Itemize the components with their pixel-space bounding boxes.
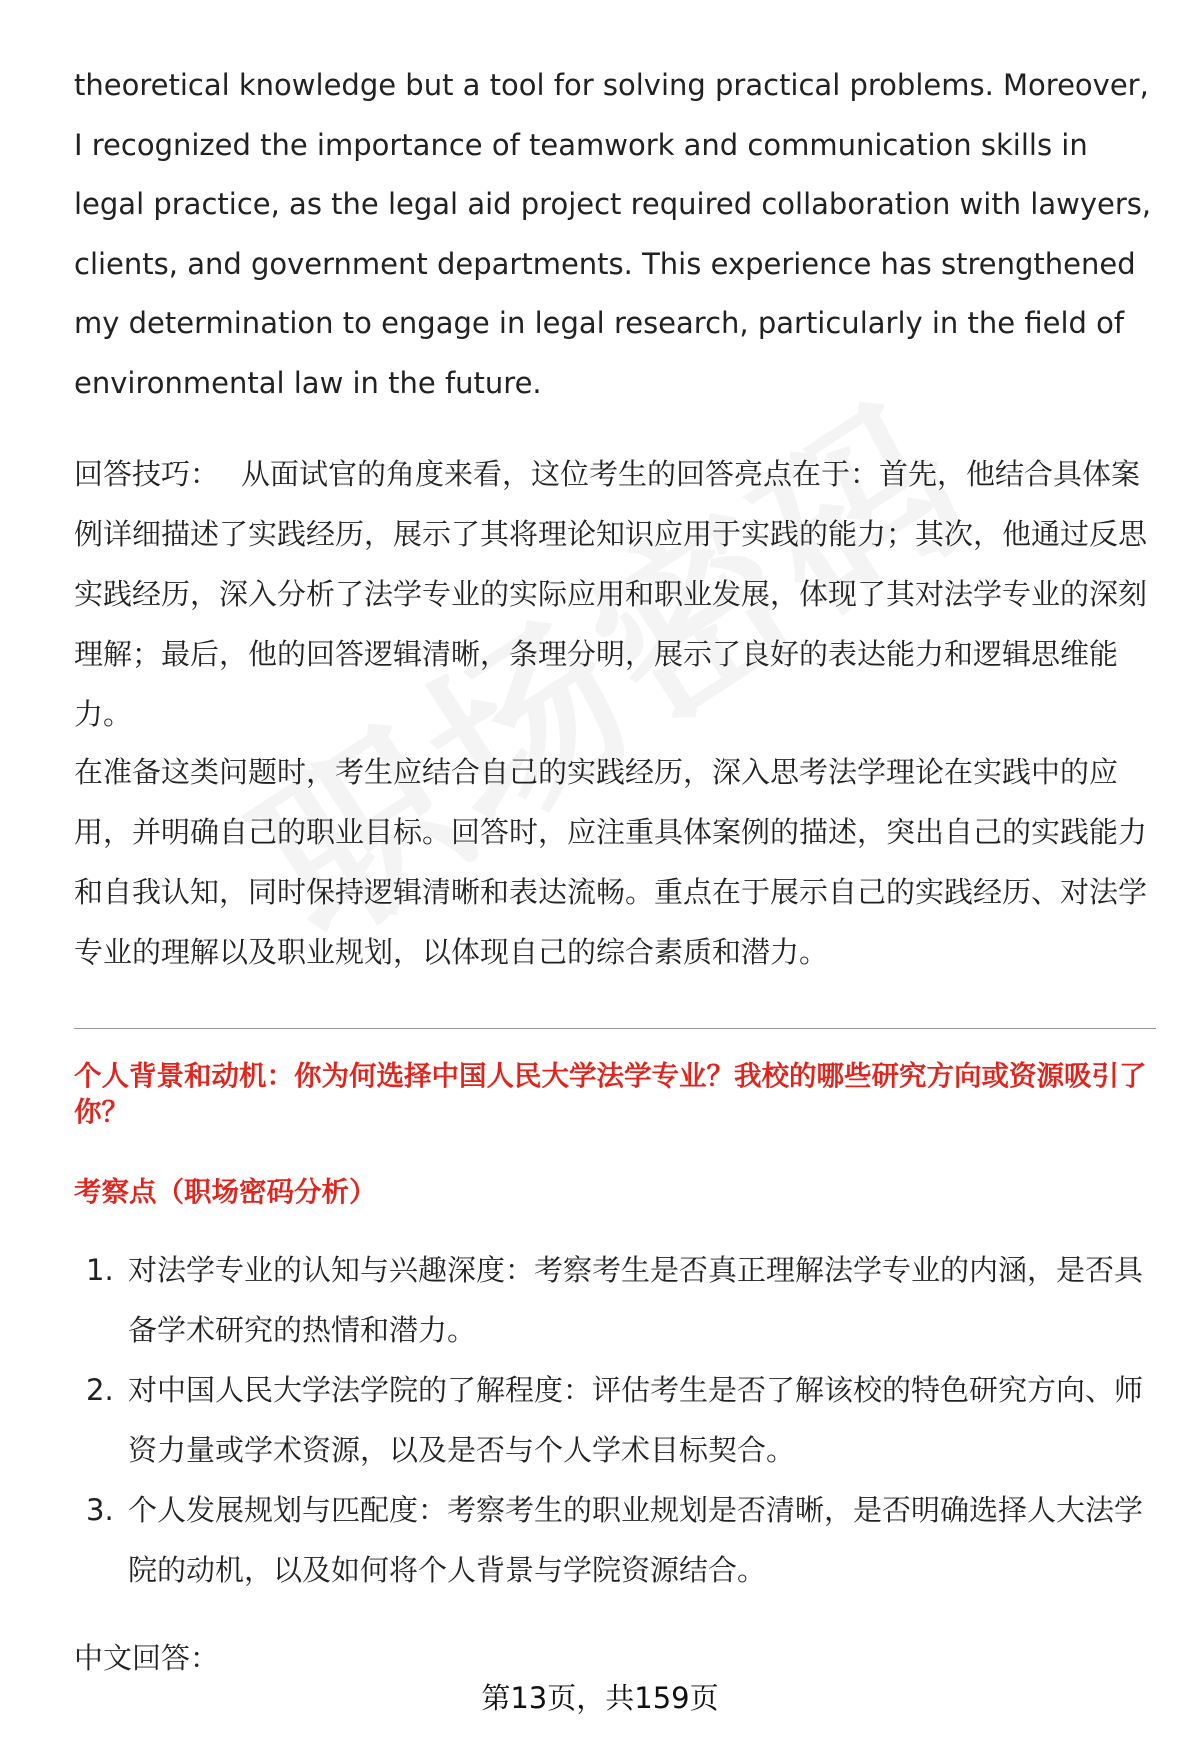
english-paragraph: theoretical knowledge but a tool for solving practical problems. Moreover, I recognized the importance of teamwork and communication skills in legal practice, as the legal aid project required collaboration with lawyers, clients, and government departments. This experience has strengthened my determination to engage in legal research, particularly in the field of environmental law in the future. — [74, 68, 1152, 400]
list-item — [74, 1360, 1159, 1480]
list-item-number: 3. — [86, 1493, 114, 1527]
assessment-points-list — [74, 1240, 1159, 1600]
question-heading: 个人背景和动机：你为何选择中国人民大学法学专业？我校的哪些研究方向或资源吸引了你？ — [74, 1060, 1147, 1128]
assessment-points-heading: 考察点（职场密码分析） — [74, 1176, 377, 1208]
list-item — [74, 1240, 1159, 1360]
list-item-text: 个人发展规划与匹配度：考察考生的职业规划是否清晰，是否明确选择人大法学院的动机，以及如何将个人背景与学院资源结合。 — [128, 1493, 1144, 1587]
answer-tips-label: 回答技巧： — [74, 457, 220, 491]
chinese-answer-label: 中文回答： — [74, 1641, 220, 1675]
answer-tips-paragraph — [74, 444, 1159, 744]
list-item-number: 1. — [86, 1253, 114, 1287]
list-item-text: 对法学专业的认知与兴趣深度：考察考生是否真正理解法学专业的内涵，是否具备学术研究的热情和潜力。 — [128, 1253, 1144, 1347]
preparation-advice-paragraph: 在准备这类问题时，考生应结合自己的实践经历，深入思考法学理论在实践中的应用，并明确自己的职业目标。回答时，应注重具体案例的描述，突出自己的实践能力和自我认知，同时保持逻辑清晰和表达流畅。重点在于展示自己的实践经历、对法学专业的理解以及职业规划，以体现自己的综合素质和潜力。 — [74, 755, 1148, 969]
list-item-number: 2. — [86, 1373, 114, 1407]
page-number-footer: 第13页，共159页 — [481, 1681, 719, 1715]
list-item-text: 对中国人民大学法学院的了解程度：评估考生是否了解该校的特色研究方向、师资力量或学术资源，以及是否与个人学术目标契合。 — [128, 1373, 1144, 1467]
list-item — [74, 1480, 1159, 1600]
answer-tips-text: 从面试官的角度来看，这位考生的回答亮点在于：首先，他结合具体案例详细描述了实践经历，展示了其将理论知识应用于实践的能力；其次，他通过反思实践经历，深入分析了法学专业的实际应用和职业发展，体现了其对法学专业的深刻理解；最后，他的回答逻辑清晰，条理分明，展示了良好的表达能力和逻辑思维能力。 — [74, 457, 1148, 731]
section-divider — [74, 1028, 1156, 1029]
